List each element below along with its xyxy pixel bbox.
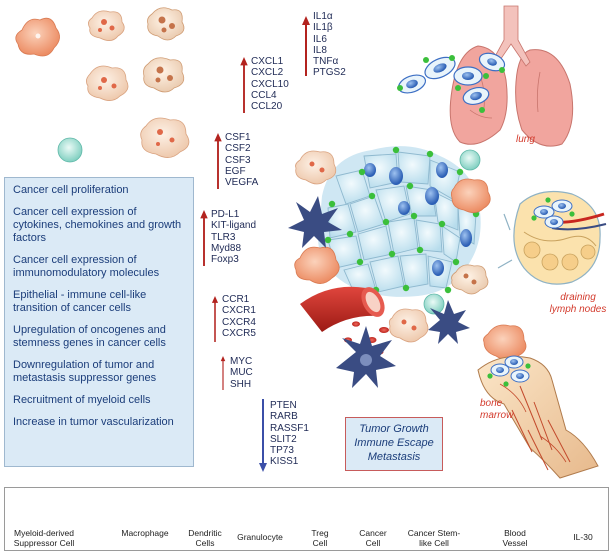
granulocyte-cell [148, 8, 185, 40]
gene-label: CSF2 [225, 143, 251, 155]
gene-label: CXCL1 [251, 56, 284, 67]
outcome-item: Cancer cell expression of cytokines, chemokines and growth factors [13, 206, 182, 244]
gene-label: CXCL2 [251, 67, 284, 79]
mdsc-cell [296, 151, 336, 184]
mdsc-cell [88, 11, 124, 41]
gene-label: CCL4 [251, 89, 277, 101]
up-arrow-icon [212, 296, 218, 342]
outcome-item: Upregulation of oncogenes and stemness genes in cancer cells [13, 324, 166, 349]
legend-label: Blood Vessel [502, 528, 528, 548]
summary-title-line: Immune Escape [354, 437, 434, 449]
gene-list-oncogenes [230, 356, 253, 390]
gene-label: Myd88 [211, 242, 242, 254]
gene-label: PD-L1 [211, 209, 240, 220]
lymph-node-organ [498, 192, 606, 285]
gene-label: SHH [230, 378, 252, 390]
macrophage-cell [451, 179, 490, 213]
gene-label: MUC [230, 367, 253, 379]
outcome-item: Cancer cell proliferation [13, 184, 129, 196]
gene-label: EGF [225, 165, 246, 177]
gene-label: TP73 [270, 445, 294, 457]
gene-label: CCR1 [222, 294, 250, 305]
legend-label: Dendritic Cells [188, 528, 222, 548]
gene-list-chemokines [251, 56, 289, 112]
mdsc-cell [141, 118, 189, 158]
up-arrow-icon [214, 133, 221, 189]
gene-label: KIT-ligand [211, 220, 257, 232]
gene-label: KISS1 [270, 456, 299, 468]
legend-box [4, 487, 609, 551]
gene-label: IL1α [313, 11, 333, 22]
treg-cell [460, 150, 480, 170]
lung-label: lung [516, 134, 535, 145]
up-arrow-icon [240, 57, 247, 113]
gene-list-suppressors [270, 400, 309, 468]
blood-vessel [300, 283, 389, 332]
outcome-item: Downregulation of tumor and metastasis suppressor genes [13, 359, 157, 384]
summary-title-box [345, 417, 443, 471]
gene-list-receptors [222, 294, 256, 339]
gene-label: MYC [230, 356, 253, 367]
summary-title-line: Tumor Growth [359, 423, 429, 435]
legend-label: Macrophage [121, 528, 169, 538]
gene-label: SLIT2 [270, 433, 297, 445]
legend-label: Myeloid-derived Suppressor Cell [13, 528, 75, 548]
gene-label: PTEN [270, 400, 297, 411]
gene-label: CSF1 [225, 132, 251, 143]
summary-title-line: Metastasis [367, 451, 421, 463]
mdsc-cell [86, 66, 128, 101]
gene-label: IL1β [313, 22, 333, 34]
gene-label: TLR3 [211, 231, 236, 243]
gene-label: TNFα [313, 56, 339, 68]
outcome-item: Epithelial - immune cell-like transition of cancer cells [13, 289, 147, 314]
treg-cell [58, 138, 82, 162]
gene-label: CXCR5 [222, 327, 256, 339]
gene-label: CXCL10 [251, 78, 289, 90]
macrophage-cell [295, 247, 340, 283]
gene-label: CXCR4 [222, 316, 256, 328]
up-arrow-icon [302, 16, 310, 76]
gene-list-immunomodulators [211, 209, 256, 265]
legend-label: Granulocyte [237, 532, 283, 542]
outcome-item: Increase in tumor vascularization [13, 416, 174, 428]
outcome-list-box [4, 177, 194, 467]
gene-label: PTGS2 [313, 67, 346, 79]
lymph-node-label: draining lymph nodes [549, 292, 607, 315]
gene-list-growth-factors [225, 132, 258, 188]
gene-label: CXCR1 [222, 305, 256, 317]
legend-label: Cancer Stem-like Cell [407, 528, 461, 548]
down-arrow-icon [259, 399, 267, 472]
gene-label: VEGFA [225, 177, 259, 189]
gene-label: IL6 [313, 33, 327, 45]
legend-label: Treg Cell [311, 528, 329, 548]
macrophage-cell [484, 325, 527, 360]
outcome-item: Recruitment of myeloid cells [13, 394, 151, 406]
gene-label: Foxp3 [211, 254, 239, 266]
outcome-item: Cancer cell expression of immunomodulatory molecules [13, 254, 160, 279]
bone-marrow-label: bone marrow [480, 398, 514, 421]
gene-list-cytokines [313, 11, 346, 79]
gene-label: RASSF1 [270, 422, 309, 434]
up-arrow-icon [200, 210, 207, 266]
macrophage-cell [16, 18, 60, 56]
legend-label: IL-30 [573, 532, 593, 542]
dendritic-cell [336, 326, 396, 388]
gene-label: IL8 [313, 44, 327, 56]
granulocyte-cell [144, 58, 184, 92]
gene-label: RARB [270, 411, 298, 423]
gene-label: CCL20 [251, 101, 283, 113]
gene-label: CSF3 [225, 154, 251, 166]
up-arrow-icon [221, 356, 226, 390]
mdsc-cell [389, 309, 428, 342]
legend-label: Cancer Cell [359, 528, 387, 548]
